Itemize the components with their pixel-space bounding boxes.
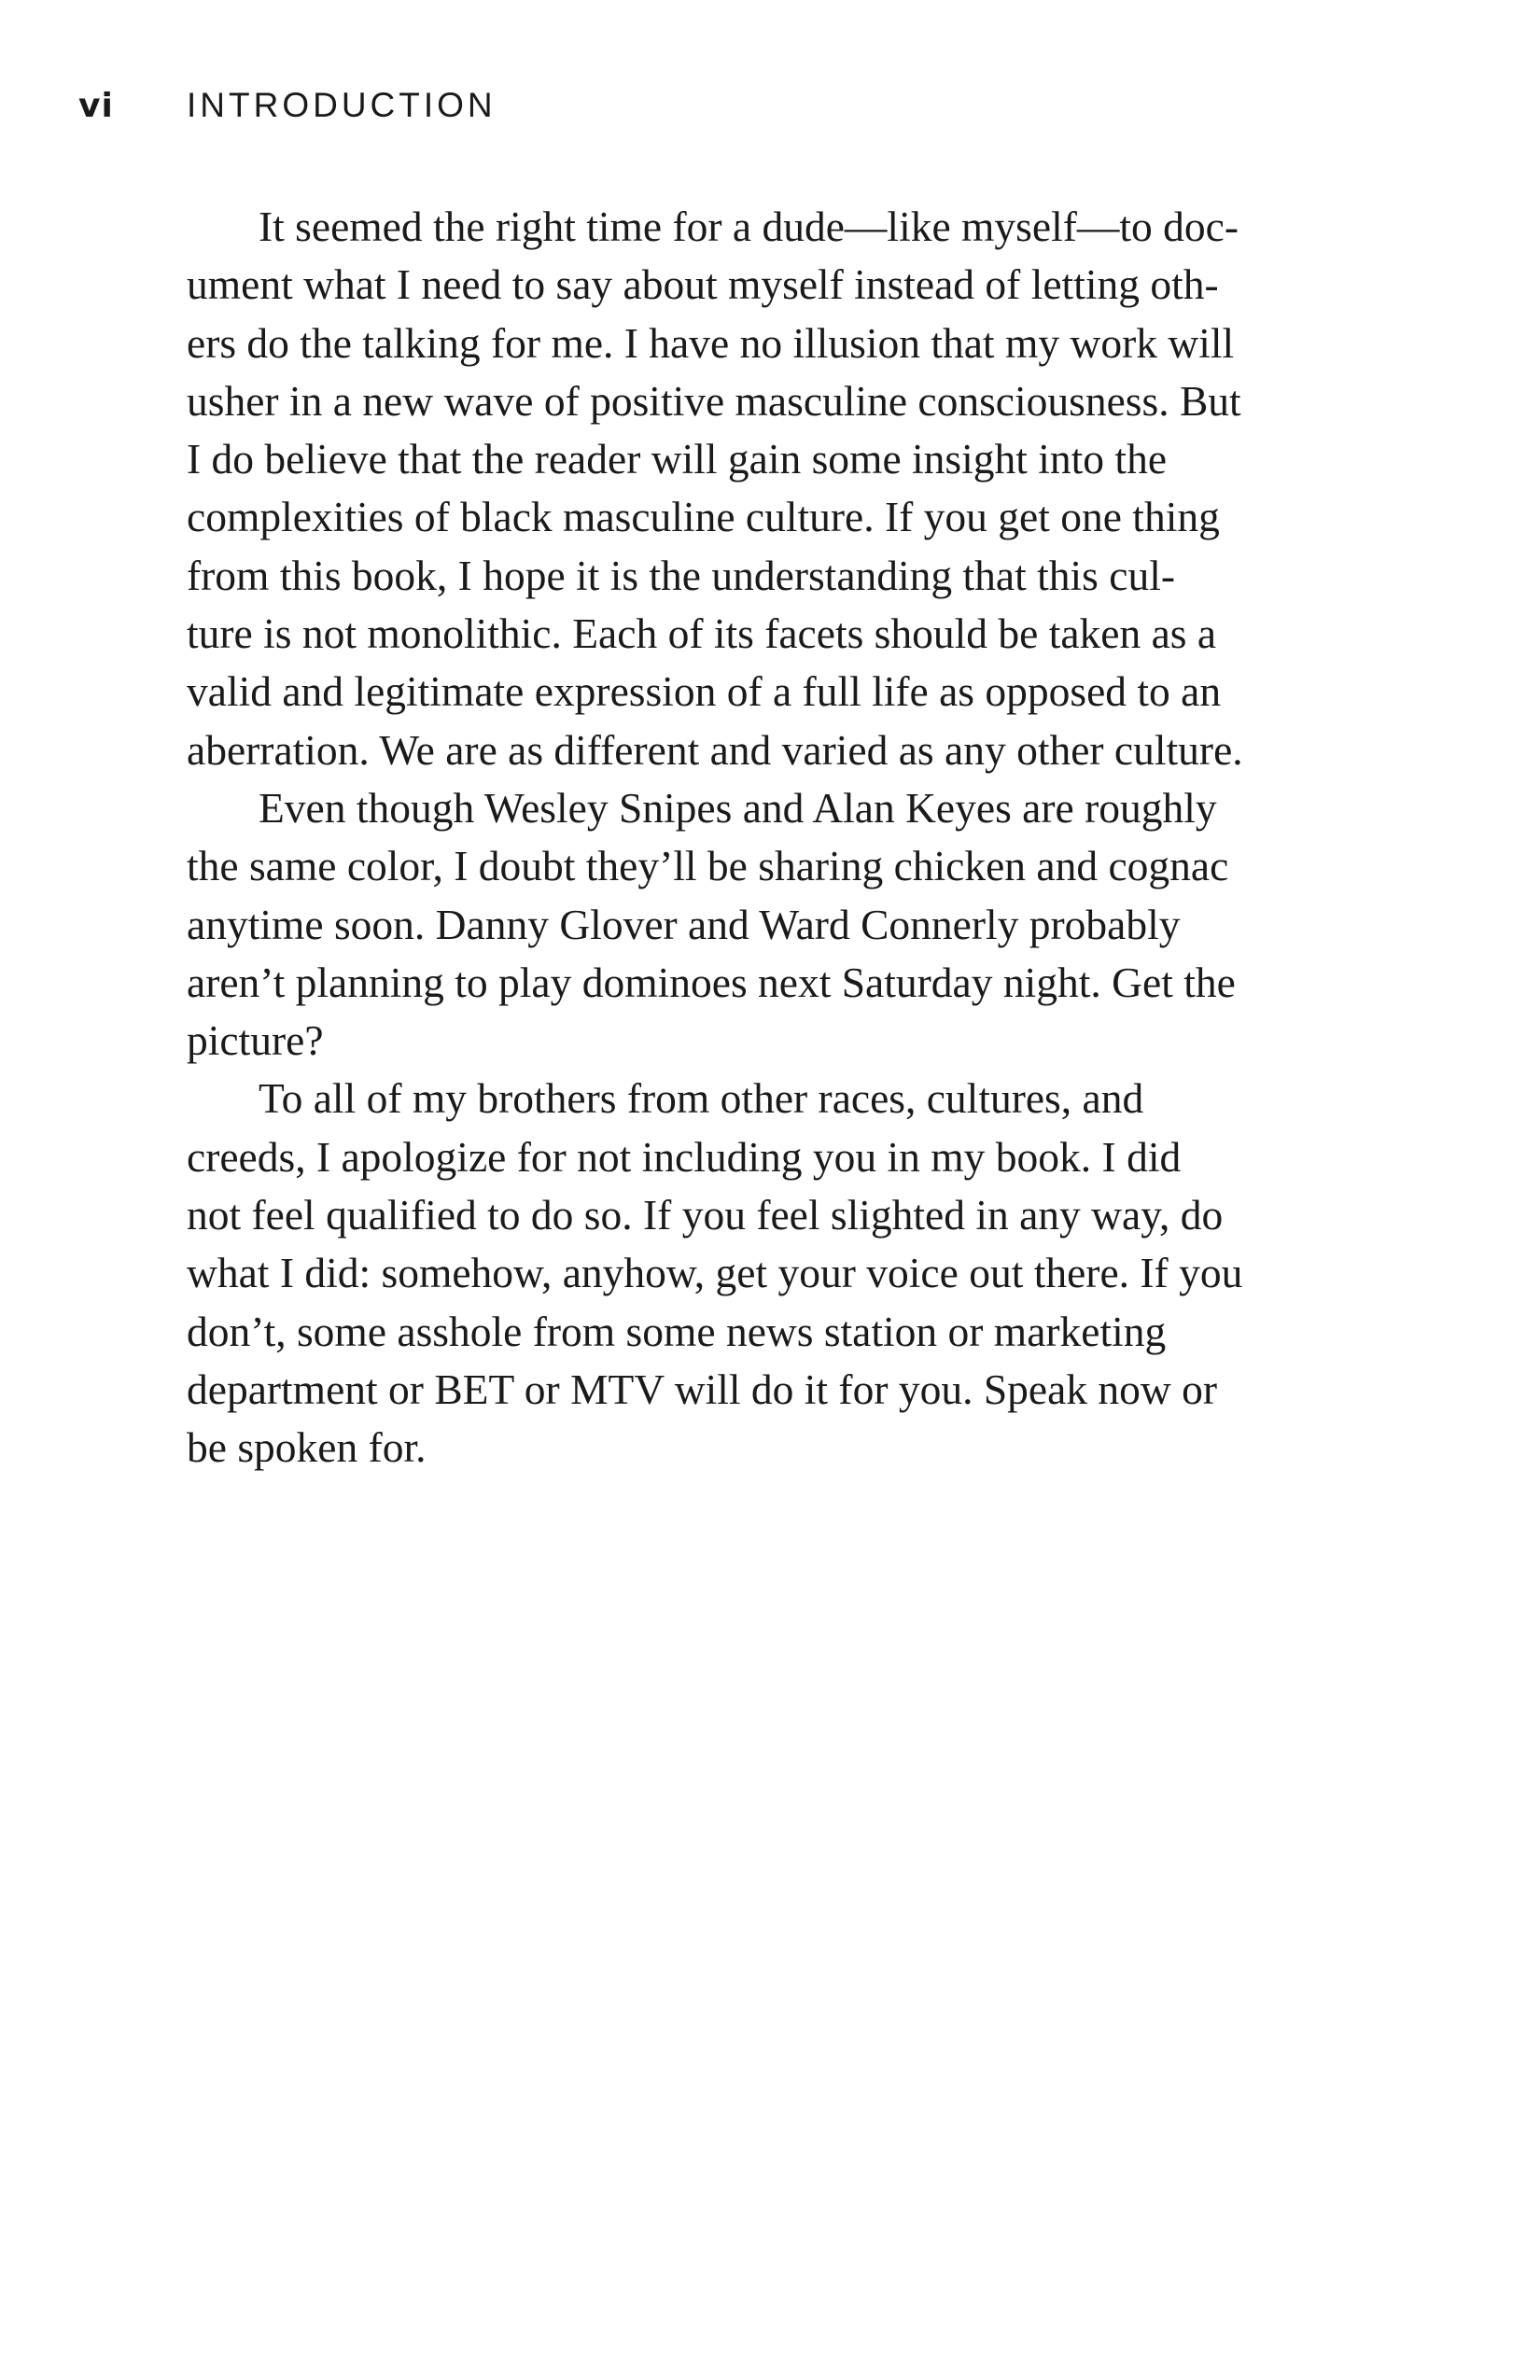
- text-line: be spoken for.: [187, 1423, 427, 1472]
- text-line: not feel qualified to do so. If you feel slighted in any way, do: [187, 1191, 1224, 1239]
- text-line: complexities of black masculine culture. If you get one thing: [187, 493, 1220, 541]
- paragraph-3: [187, 1070, 1344, 1477]
- text-line: It seemed the right time for a dude—like myself—to doc-: [259, 203, 1239, 250]
- paragraph-2: [187, 779, 1344, 1070]
- text-line: To all of my brothers from other races, cultures, and: [259, 1074, 1144, 1123]
- text-line: ument what I need to say about myself instead of letting oth-: [187, 260, 1219, 309]
- text-line: creeds, I apologize for not including you in my book. I did: [187, 1132, 1182, 1181]
- body-text: [187, 198, 1344, 1477]
- running-head: [78, 86, 497, 127]
- text-line: usher in a new wave of positive masculine consciousness. But: [187, 376, 1241, 425]
- text-line: what I did: somehow, anyhow, get your voice out there. If you: [187, 1249, 1243, 1297]
- text-line: the same color, I doubt they’ll be sharing chicken and cognac: [187, 842, 1229, 890]
- text-line: picture?: [187, 1016, 324, 1065]
- text-line: ers do the talking for me. I have no illusion that my work will: [187, 318, 1235, 367]
- text-line: aberration. We are as different and varied as any other culture.: [187, 725, 1243, 774]
- section-title: INTRODUCTION: [187, 86, 497, 124]
- text-line: aren’t planning to play dominoes next Saturday night. Get the: [187, 958, 1236, 1006]
- text-line: department or BET or MTV will do it for you. Speak now or: [187, 1365, 1218, 1413]
- text-line: from this book, I hope it is the understanding that this cul-: [187, 551, 1175, 599]
- text-line: ture is not monolithic. Each of its facets should be taken as a: [187, 609, 1217, 658]
- paragraph-1: [187, 198, 1344, 779]
- text-line: anytime soon. Danny Glover and Ward Connerly probably: [187, 900, 1181, 948]
- text-line: don’t, some asshole from some news station or marketing: [187, 1307, 1167, 1355]
- text-line: valid and legitimate expression of a full life as opposed to an: [187, 667, 1222, 716]
- text-line: I do believe that the reader will gain some insight into the: [187, 435, 1168, 483]
- page-number: vi: [78, 87, 114, 125]
- text-line: Even though Wesley Snipes and Alan Keyes are roughly: [259, 783, 1217, 832]
